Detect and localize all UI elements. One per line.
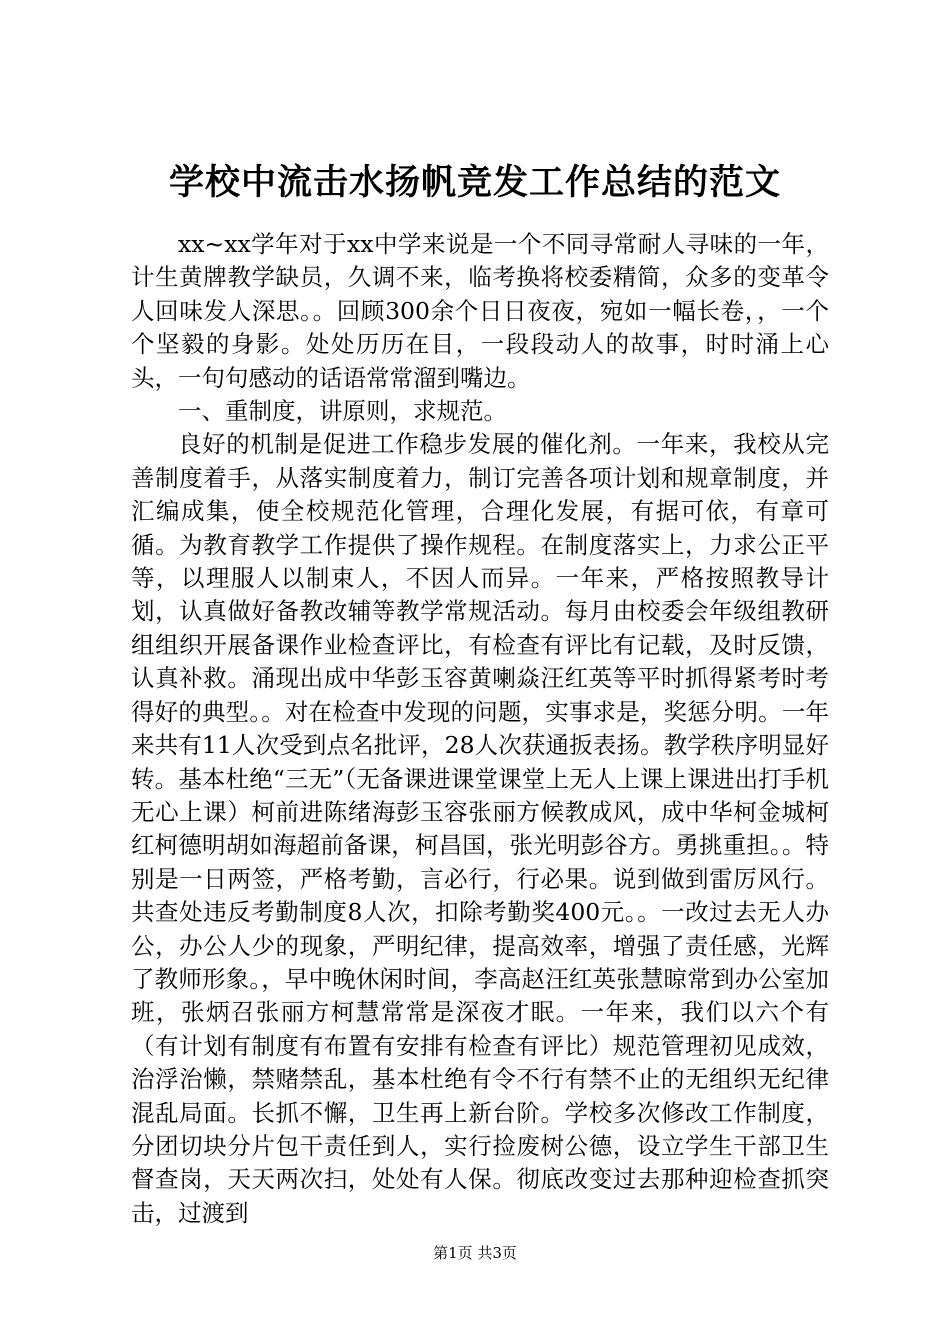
document-body bbox=[131, 228, 829, 1230]
paragraph-section-1: 良好的机制是促进工作稳步发展的催化剂。一年来，我校从完善制度着手，从落实制度着力，制订完善各项计划和规章制度，并汇编成集，使全校规范化管理，合理化发展，有据可依，有章可循。为教育教学工作提供了操作规程。在制度落实上，力求公正平等，以理服人以制束人，不因人而异。一年来，严格按照教导计划，认真做好备教改辅等教学常规活动。每月由校委会年级组教研组组织开展备课作业检查评比，有检查有评比有记载，及时反馈，认真补救。涌现出成中华彭玉容黄喇焱汪红英等平时抓得紧考时考得好的典型。。对在检查中发现的问题，实事求是，奖惩分明。一年来共有11人次受到点名批评，28人次获通扳表扬。教学秩序明显好转。基本杜绝“三无”（无备课进课堂课堂上无人上课上课进出打手机无心上课）柯前进陈绪海彭玉容张丽方候教成风，成中华柯金城柯红柯德明胡如海超前备课，柯昌国，张光明彭谷方。勇挑重担。。特别是一日两签，严格考勤，言必行，行必果。说到做到雷厉风行。共查处违反考勤制度8人次，扣除考勤奖400元。。一改过去无人办公，办公人少的现象，严明纪律，提高效率，增强了责任感，光辉了教师形象。，早中晚休闲时间，李高赵汪红英张慧晾常到办公室加班，张炳召张丽方柯慧常常是深夜才眠。一年来，我们以六个有（有计划有制度有布置有安排有检查有评比）规范管理初见成效，治浮治懒，禁赌禁乱，基本杜绝有令不行有禁不止的无组织无纪律混乱局面。长抓不懈，卫生再上新台阶。学校多次修改工作制度，分团切块分片包干责任到人，实行捡废树公德，设立学生干部卫生督查岗，天天两次扫，处处有人保。彻底改变过去那种迎检查抓突击，过渡到 bbox=[131, 430, 829, 1227]
paragraph-intro: xx~xx学年对于xx中学来说是一个不同寻常耐人寻味的一年，计生黄牌教学缺员，久调不来，临考换将校委精简，众多的变革令人回味发人深思。。回顾300余个日日夜夜，宛如一幅长卷，，一个个坚毅的身影。处处历历在目，一段段动人的故事，时时涌上心头，一句句感动的话语常常溜到嘴边。 bbox=[131, 230, 829, 392]
section-heading-1: 一、重制度，讲原则，求规范。 bbox=[178, 397, 507, 426]
document-title: 学校中流击水扬帆竞发工作总结的范文 bbox=[168, 162, 781, 203]
page-number-footer: 第1页 共3页 bbox=[433, 1244, 517, 1262]
